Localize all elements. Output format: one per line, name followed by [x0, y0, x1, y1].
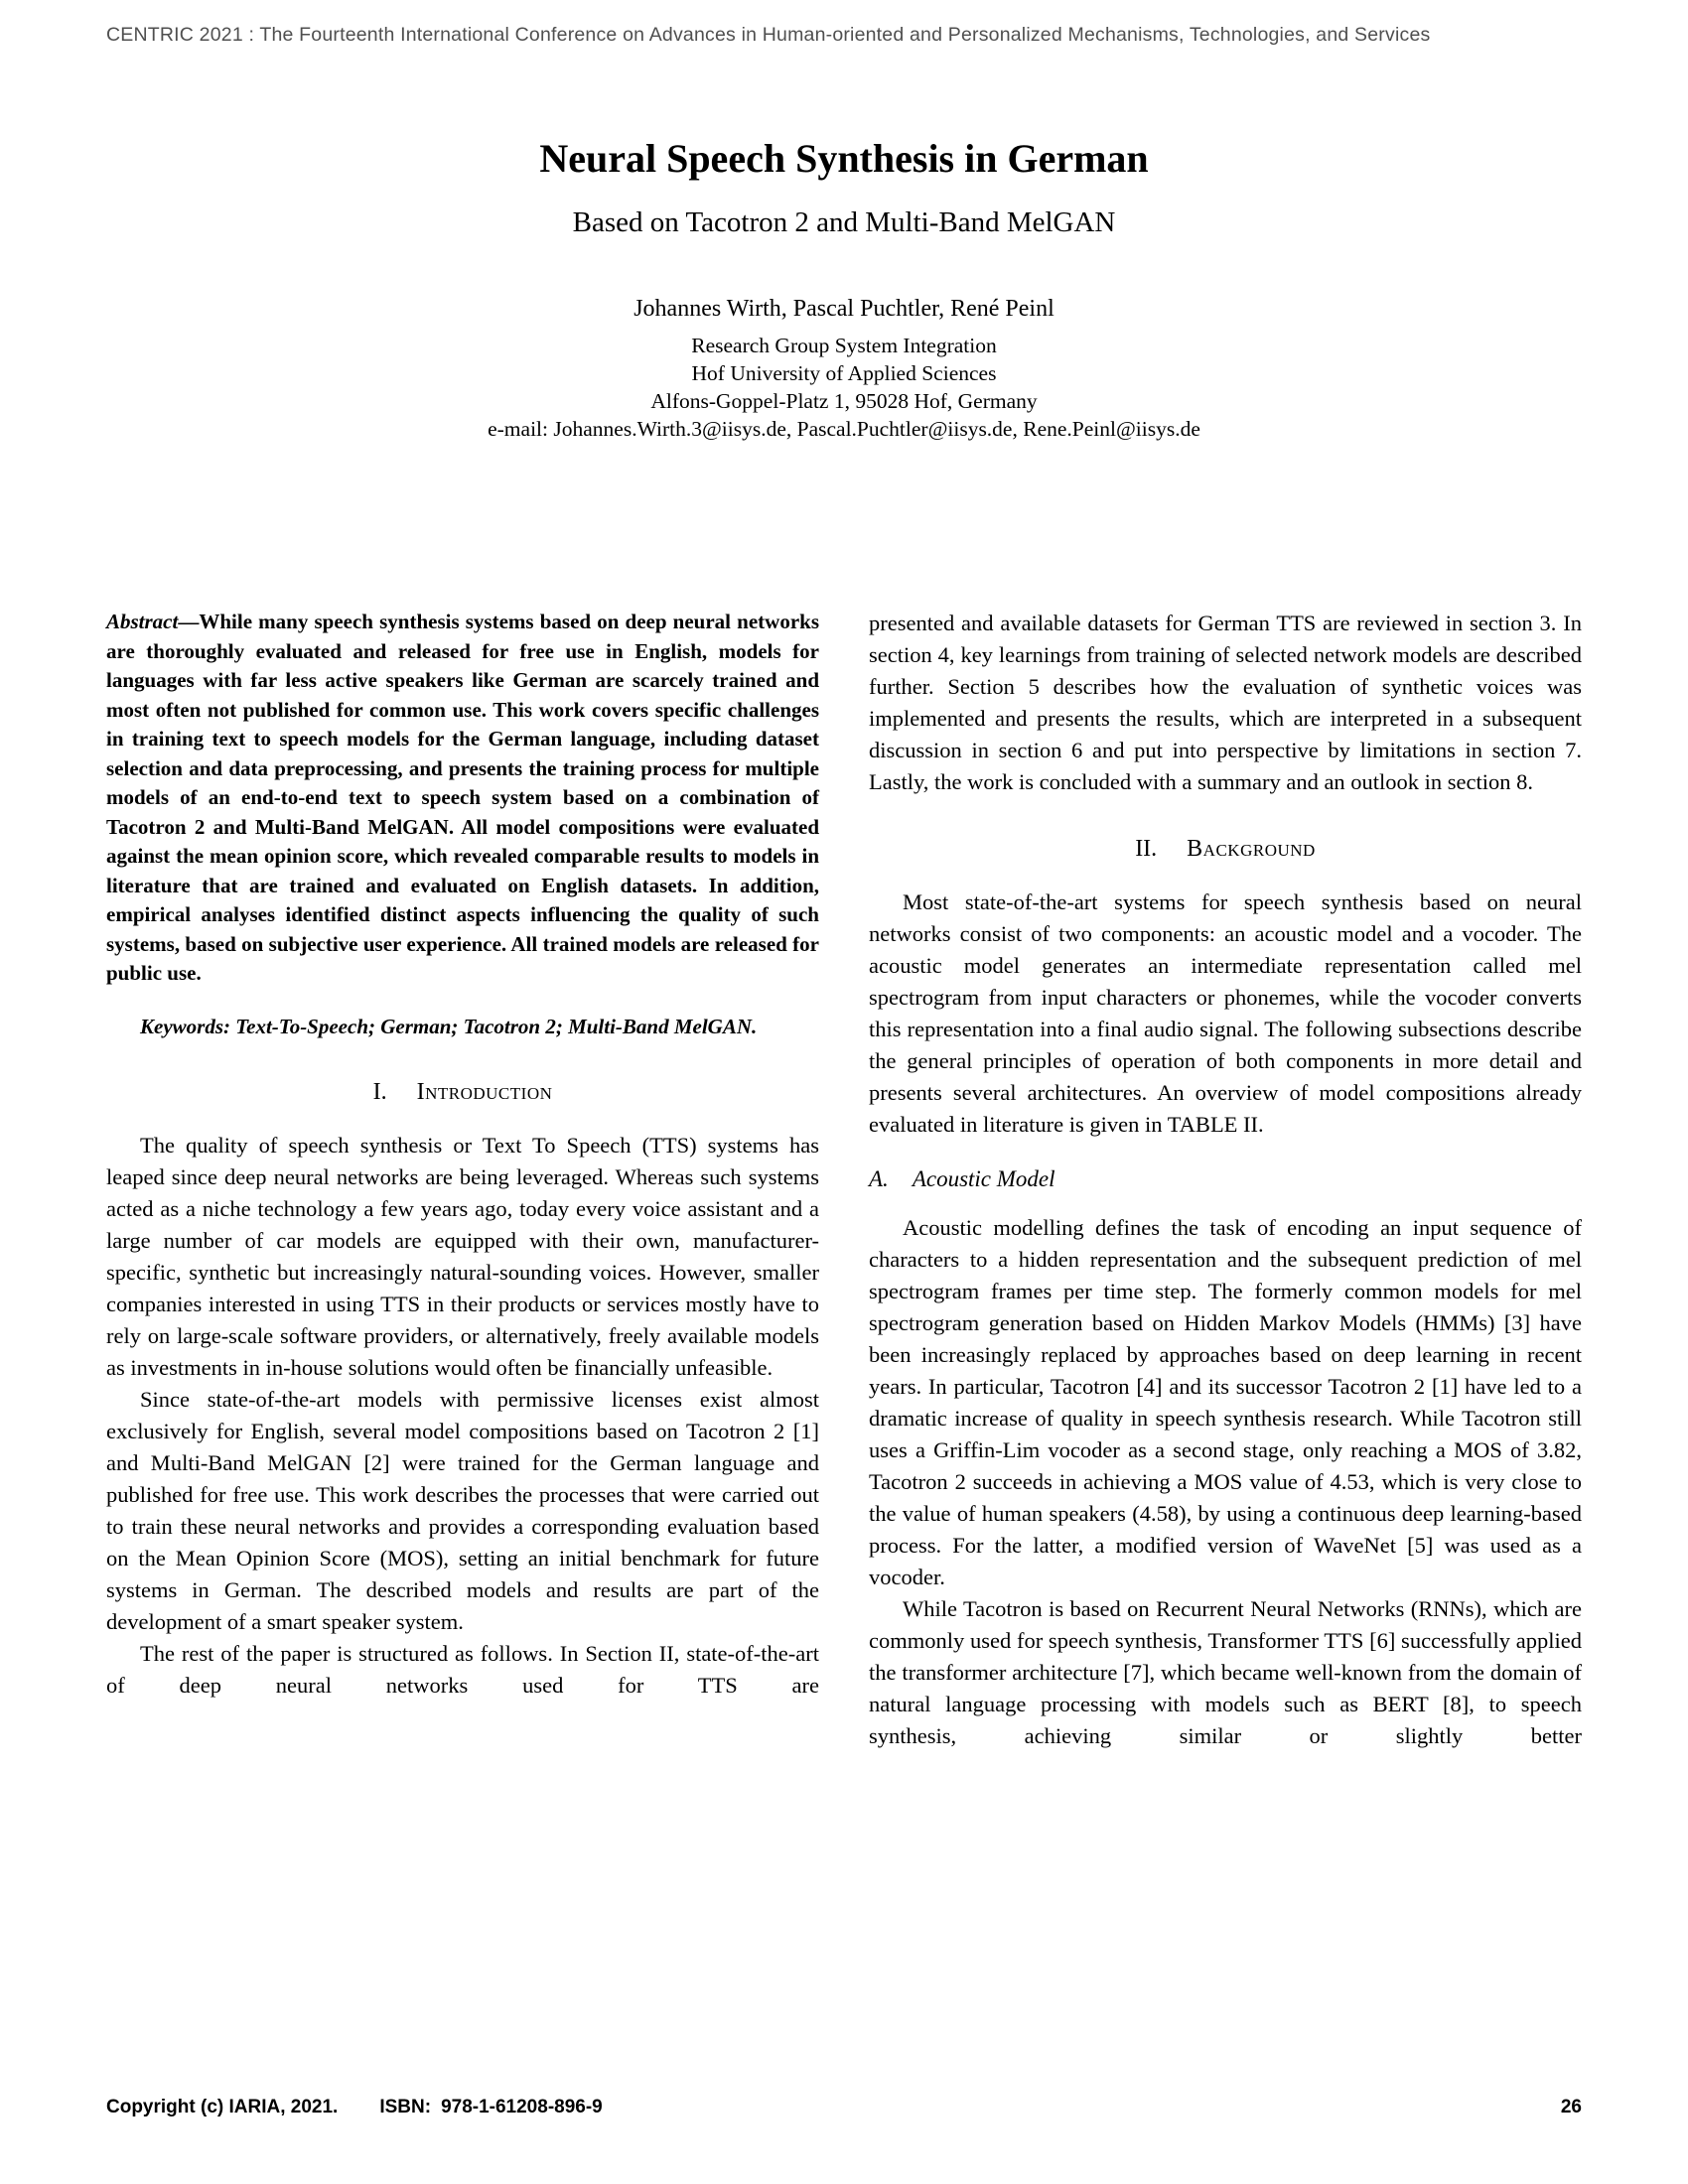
- footer-isbn-label: ISBN:: [379, 2097, 432, 2117]
- intro-paragraph-3: The rest of the paper is structured as follows. In Section II, state-of-the-art of deep neural networks used for TTS are: [106, 1641, 819, 1698]
- right-column: [869, 608, 1582, 1752]
- acoustic-paragraph-1: Acoustic modelling defines the task of encoding an input sequence of characters to a hidden representation and the subsequent prediction of mel spectrogram frames per time step. The formerly common models for mel spectrogram generation based on Hidden Markov Models (HMMs) [3] have been increasingly replaced by approaches based on deep learning in recent years. In particular, Tacotron [4] and its successor Tacotron 2 [1] have led to a dramatic increase of quality in speech synthesis research. While Tacotron still uses a Griffin-Lim vocoder as a second stage, only reaching a MOS of 3.82, Tacotron 2 succeeds in achieving a MOS value of 4.53, which is very close to the value of human speakers (4.58), by using a continuous deep learning-based process. For the latter, a modified version of WaveNet [5] was used as a vocoder.: [869, 1215, 1582, 1589]
- intro-paragraph-3-continued: presented and available datasets for German TTS are reviewed in section 3. In section 4, key learnings from training of selected network models are described further. Section 5 describes how the evaluation of synthetic voices was implemented and presents the results, which are interpreted in a subsequent discussion in section 6 and put into perspective by limitations in section 7. Lastly, the work is concluded with a summary and an outlook in section 8.: [869, 611, 1582, 794]
- footer-page-number: 26: [1560, 2097, 1582, 2117]
- page-footer: [106, 2097, 1582, 2118]
- author-names: Johannes Wirth, Pascal Puchtler, René Peinl: [633, 296, 1055, 322]
- section-numeral: II.: [1135, 836, 1158, 862]
- two-column-body: [106, 608, 1582, 1752]
- section-numeral: I.: [372, 1079, 387, 1105]
- footer-copyright: Copyright (c) IARIA, 2021.: [106, 2097, 339, 2117]
- intro-paragraph-1: The quality of speech synthesis or Text To Speech (TTS) systems has leaped since deep neural networks are being leveraged. Whereas such systems acted as a niche technology a few years ago, today every voice assistant and a large number of car models are equipped with their own, manufacturer-specific, synthetic but increasingly natural-sounding voices. However, smaller companies interested in using TTS in their products or services mostly have to rely on large-scale software providers, or alternatively, freely available models as investments in in-house solutions would often be financially unfeasible.: [106, 1133, 819, 1380]
- abstract-text: —While many speech synthesis systems based on deep neural networks are thoroughly evaluated and released for free use in English, models for languages with far less active speakers like German are scarcely trained and most often not published for common use. This work covers specific challenges in training text to speech models for the German language, including dataset selection and data preprocessing, and presents the training process for multiple models of an end-to-end text to speech system based on a combination of Tacotron 2 and Multi-Band MelGAN. All model compositions were evaluated against the mean opinion score, which revealed comparable results to models in literature that are trained and evaluated on English datasets. In addition, empirical analyses identified distinct aspects influencing the quality of such systems, based on subjective user experience. All trained models are released for public use.: [106, 610, 819, 985]
- subsection-title: Acoustic Model: [912, 1166, 1055, 1191]
- paper-title: Neural Speech Synthesis in German: [539, 136, 1149, 181]
- author-university: Hof University of Applied Sciences: [691, 361, 997, 385]
- abstract-label: Abstract: [106, 610, 179, 633]
- section-heading-introduction: [106, 1079, 819, 1106]
- subsection-heading-acoustic-model: [869, 1166, 1582, 1192]
- author-email: e-mail: Johannes.Wirth.3@iisys.de, Pascal.Puchtler@iisys.de, Rene.Peinl@iisys.de: [488, 417, 1200, 441]
- background-paragraph-1: Most state-of-the-art systems for speech synthesis based on neural networks consist of two components: an acoustic model and a vocoder. The acoustic model generates an intermediate representation called mel spectrogram from input characters or phonemes, while the vocoder converts this representation into a final audio signal. The following subsections describe the general principles of operation of both components in more detail and presents several architectures. An overview of model compositions already evaluated in literature is given in TABLE II.: [869, 889, 1582, 1137]
- acoustic-paragraph-2: While Tacotron is based on Recurrent Neural Networks (RNNs), which are commonly used for speech synthesis, Transformer TTS [6] successfully applied the transformer architecture [7], which became well-known from the domain of natural language processing with models such as BERT [8], to speech synthesis, achieving similar or slightly better: [869, 1596, 1582, 1748]
- author-group: Research Group System Integration: [691, 334, 997, 357]
- footer-left: [106, 2097, 603, 2118]
- section-title: Background: [1187, 836, 1316, 862]
- author-address: Alfons-Goppel-Platz 1, 95028 Hof, Germany: [650, 389, 1038, 413]
- conference-header: CENTRIC 2021 : The Fourteenth International Conference on Advances in Human-oriented and Personalized Mechanisms, Technologies, and Services: [106, 24, 1431, 46]
- paper-subtitle: Based on Tacotron 2 and Multi-Band MelGAN: [572, 206, 1116, 238]
- section-title: Introduction: [416, 1079, 553, 1105]
- left-column: [106, 608, 819, 1752]
- footer-isbn: 978-1-61208-896-9: [441, 2097, 603, 2117]
- subsection-letter: A.: [869, 1166, 889, 1191]
- author-block: [0, 296, 1688, 443]
- abstract-paragraph: [106, 608, 819, 989]
- intro-paragraph-2: Since state-of-the-art models with permissive licenses exist almost exclusively for English, several model compositions based on Tacotron 2 [1] and Multi-Band MelGAN [2] were trained for the German language and published for free use. This work describes the processes that were carried out to train these neural networks and provides a corresponding evaluation based on the Mean Opinion Score (MOS), setting an initial benchmark for future systems in German. The described models and results are part of the development of a smart speaker system.: [106, 1387, 819, 1634]
- keywords-paragraph: Keywords: Text-To-Speech; German; Tacotron 2; Multi-Band MelGAN.: [140, 1014, 758, 1038]
- section-heading-background: [869, 836, 1582, 863]
